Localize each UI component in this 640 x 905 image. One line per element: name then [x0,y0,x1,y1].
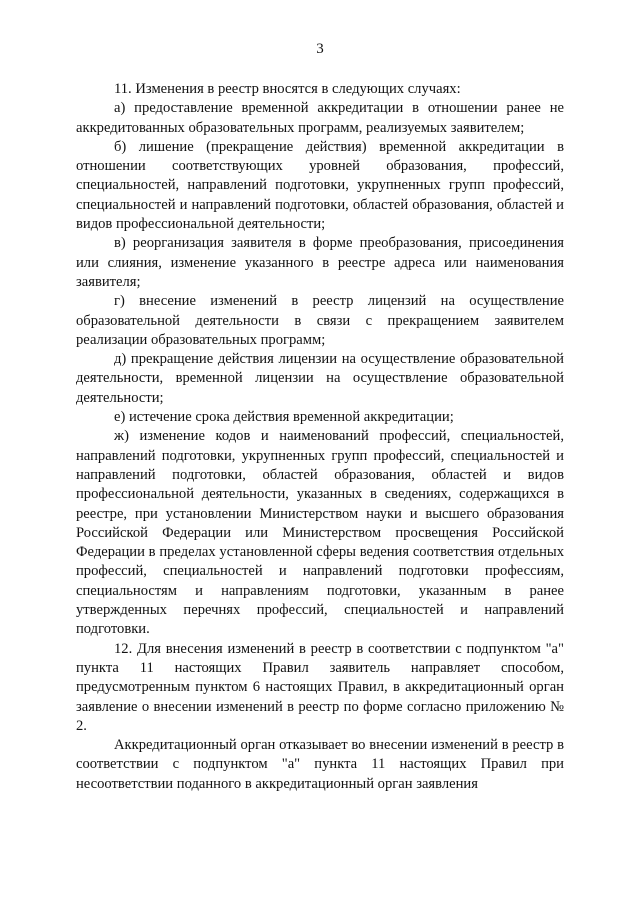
paragraph-11-g: г) внесение изменений в реестр лицензий на осуществление образовательной деятельности в связи с прекращением заявителем реализации образовательных программ; [76,293,564,348]
paragraph-12-refusal: Аккредитационный орган отказывает во внесении изменений в реестр в соответствии с подпунктом "а" пункта 11 настоящих Правил при несоответствии поданного в аккредитационный орган заявления [76,737,564,792]
paragraph-11-b: б) лишение (прекращение действия) временной аккредитации в отношении соответствующих уровней образования, профессий, специальностей, направлений подготовки, укрупненных групп профессий, специальностей и направлений подготовки, областей образования, областей и видов профессиональной деятельности; [76,138,564,233]
paragraph-11-d: д) прекращение действия лицензии на осуществление образовательной деятельности, временной лицензии на осуществление образовательной деятельности; [76,351,564,406]
document-body [76,80,564,794]
paragraph-11-v: в) реорганизация заявителя в форме преобразования, присоединения или слияния, изменение указанного в реестре адреса или наименования заявителя; [76,235,564,290]
paragraph-12: 12. Для внесения изменений в реестр в соответствии с подпунктом "а" пункта 11 настоящих Правил заявитель направляет способом, предусмотренным пунктом 6 настоящих Правил, в аккредитационный орган заявление о внесении изменений в реестр по форме согласно приложению № 2. [76,640,564,734]
paragraph-11-e: е) истечение срока действия временной аккредитации; [114,409,454,426]
paragraph-11-intro: 11. Изменения в реестр вносятся в следующих случаях: [114,81,461,97]
page-number: 3 [316,41,324,57]
paragraph-11-a: а) предоставление временной аккредитации в отношении ранее не аккредитованных образовательных программ, реализуемых заявителем; [76,100,564,136]
paragraph-11-zh: ж) изменение кодов и наименований профессий, специальностей, направлений подготовки, укрупненных групп профессий, специальностей и направлений подготовки, областей образования, областей и видов профессиональной деятельности, указанных в сведениях, содержащихся в реестре, при установлении Министерством науки и высшего образования Российской Федерации или Министерством просвещения Российской Федерации в пределах установленной сферы ведения соответствия отдельных профессий, специальностей и направлений подготовки профессиям, специальностям и направлениям подготовки, указанным в ранее утвержденных перечнях профессий, специальностей и направлений подготовки. [76,428,564,638]
